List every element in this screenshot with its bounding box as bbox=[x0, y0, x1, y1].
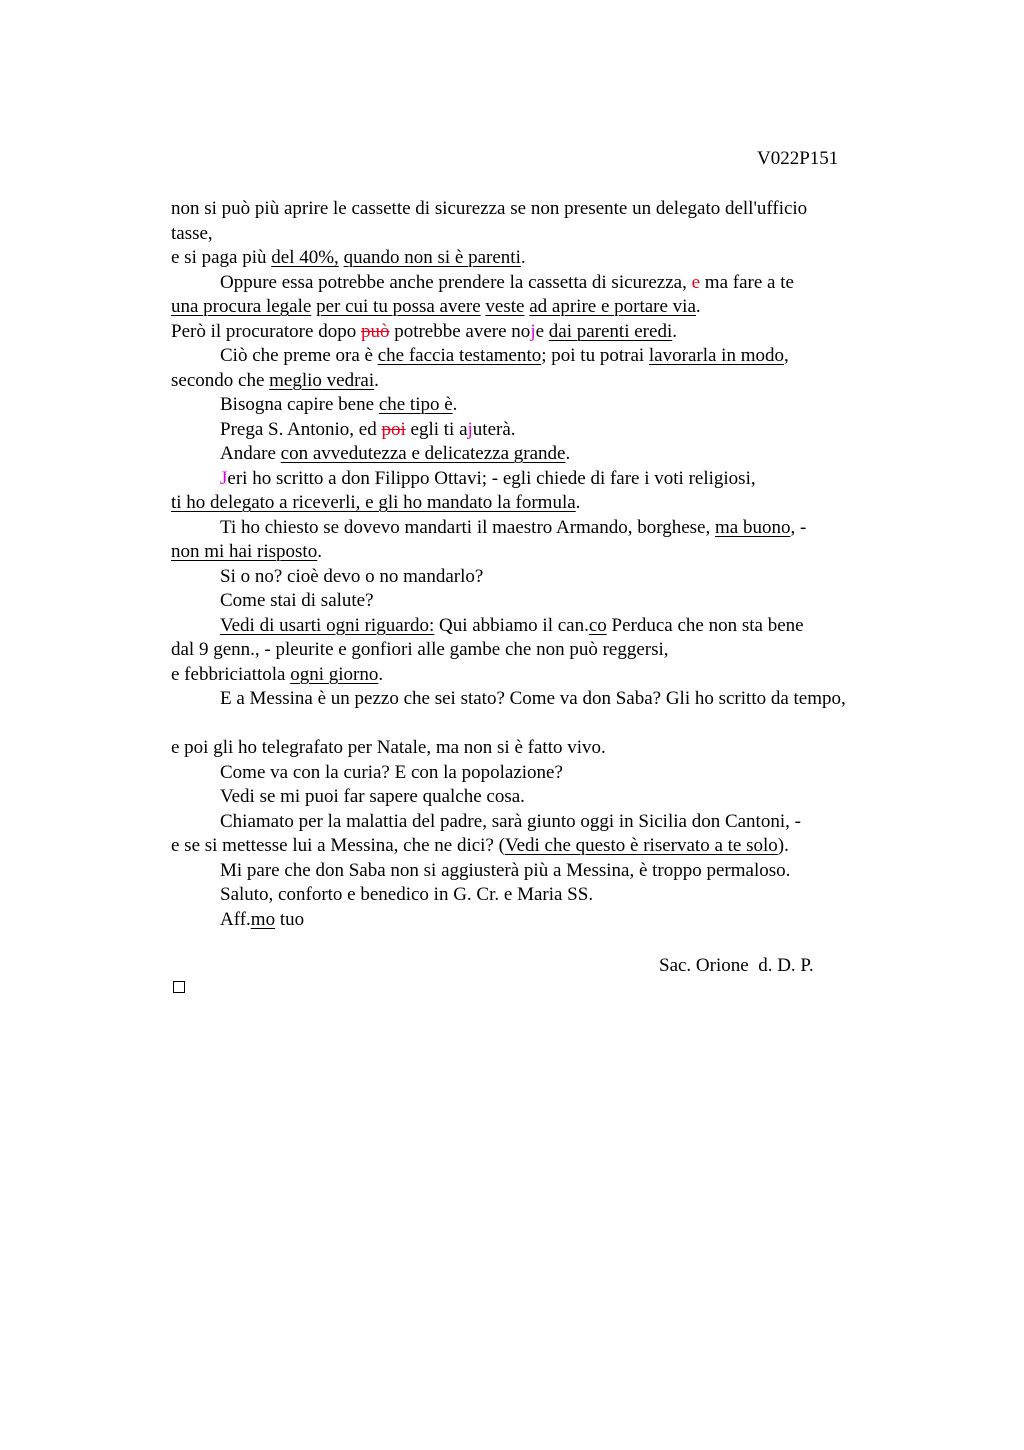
text-run: dal 9 genn., - pleurite e gonfiori alle gambe che non può reggersi, bbox=[171, 639, 669, 660]
underlined-text: quando non si è parenti bbox=[343, 247, 521, 268]
signature: Sac. Orione d. D. P. bbox=[659, 955, 814, 976]
colored-text: e bbox=[691, 271, 701, 293]
text-run: . bbox=[374, 369, 379, 391]
text-run: e si paga più bbox=[171, 247, 272, 268]
end-mark bbox=[173, 981, 185, 993]
text-run: E a Messina è un pezzo che sei stato? Come va don Saba? Gli ho scritto da tempo, bbox=[220, 688, 846, 709]
text-run: . bbox=[575, 492, 581, 513]
text-line bbox=[171, 442, 931, 467]
underlined-text: ma buono bbox=[714, 516, 791, 538]
text-run: Qui abbiamo il can. bbox=[434, 614, 589, 636]
text-line bbox=[171, 687, 931, 712]
underlined-text: mo bbox=[250, 908, 276, 930]
underlined-text: dai parenti eredi bbox=[548, 320, 673, 342]
page-code: V022P151 bbox=[757, 148, 839, 169]
text-run: Come stai di salute? bbox=[220, 590, 374, 611]
underlined-text: del 40%, bbox=[271, 247, 339, 268]
text-run: Come va con la curia? E con la popolazione? bbox=[220, 761, 563, 783]
text-line bbox=[171, 785, 931, 810]
text-run: tasse, bbox=[171, 222, 213, 244]
text-line bbox=[171, 859, 931, 884]
text-run: . bbox=[520, 247, 526, 268]
text-line bbox=[171, 614, 931, 639]
underlined-text: per cui tu possa avere bbox=[316, 296, 481, 317]
text-run: Saluto, conforto e benedico in G. Cr. e Maria SS. bbox=[220, 884, 594, 905]
text-run: e febbriciattola bbox=[171, 663, 291, 685]
text-line bbox=[171, 638, 931, 663]
text-line bbox=[171, 565, 931, 590]
text-run: Aff. bbox=[220, 908, 251, 930]
text-run: Bisogna capire bene bbox=[220, 394, 379, 415]
text-run: Si o no? cioè devo o no mandarlo? bbox=[220, 565, 484, 587]
text-run: e bbox=[535, 320, 549, 342]
text-line bbox=[171, 516, 931, 541]
underlined-text: una procura legale bbox=[171, 296, 312, 317]
text-line bbox=[171, 344, 931, 369]
text-line bbox=[171, 908, 931, 933]
text-run: Andare bbox=[220, 443, 281, 464]
text-line bbox=[171, 736, 931, 761]
text-run: Vedi se mi puoi far sapere qualche cosa. bbox=[220, 786, 525, 807]
underlined-text: con avvedutezza e delicatezza grande bbox=[280, 443, 566, 464]
text-run: . bbox=[695, 296, 701, 317]
text-line bbox=[171, 491, 931, 516]
text-run: , - bbox=[790, 516, 807, 538]
underlined-text: che tipo è bbox=[378, 394, 453, 415]
text-run: Chiamato per la malattia del padre, sarà giunto oggi in Sicilia don Cantoni, - bbox=[220, 810, 801, 832]
underlined-text: veste bbox=[485, 296, 525, 317]
text-line bbox=[171, 295, 931, 320]
underlined-text: ogni giorno bbox=[290, 663, 379, 685]
text-run: e se si mettesse lui a Messina, che ne dici? ( bbox=[171, 835, 505, 856]
text-run: . bbox=[672, 320, 677, 342]
underlined-text: Vedi che questo è riservato a te solo bbox=[504, 835, 778, 856]
text-line bbox=[171, 712, 931, 737]
text-line bbox=[171, 246, 931, 271]
text-run: Prega S. Antonio, ed bbox=[220, 418, 382, 440]
underlined-text: che faccia testamento bbox=[377, 345, 542, 366]
text-run: non si può più aprire le cassette di sicurezza se non presente un delegato dell'ufficio bbox=[171, 198, 808, 219]
text-run: ; poi tu potrai bbox=[541, 345, 649, 366]
text-line bbox=[171, 320, 931, 345]
text-run: e poi gli ho telegrafato per Natale, ma non si è fatto vivo. bbox=[171, 737, 606, 758]
colored-text: j bbox=[467, 418, 473, 440]
text-line bbox=[171, 197, 931, 222]
text-line bbox=[171, 834, 931, 859]
text-run: potrebbe avere no bbox=[389, 320, 531, 342]
text-line bbox=[171, 393, 931, 418]
text-run: Ciò che preme ora è bbox=[220, 345, 378, 366]
text-run: egli ti a bbox=[405, 418, 468, 440]
text-run: tuo bbox=[275, 908, 305, 930]
text-line bbox=[171, 467, 931, 492]
underlined-text: meglio vedrai bbox=[269, 369, 375, 391]
text-line bbox=[171, 271, 931, 296]
text-run: . bbox=[565, 443, 571, 464]
text-run: Perduca che non sta bene bbox=[606, 614, 804, 636]
struck-text: poi bbox=[381, 418, 406, 440]
underlined-text: Vedi di usarti ogni riguardo: bbox=[220, 614, 435, 636]
text-run: Però il procuratore dopo bbox=[171, 320, 361, 342]
underlined-text: co bbox=[588, 614, 607, 636]
text-run: , bbox=[783, 345, 789, 366]
text-line bbox=[171, 883, 931, 908]
struck-text: può bbox=[360, 320, 390, 342]
text-run: ). bbox=[777, 835, 789, 856]
colored-text: J bbox=[220, 467, 228, 489]
text-run: . bbox=[452, 394, 458, 415]
letter-body bbox=[171, 197, 931, 932]
text-line bbox=[171, 810, 931, 835]
text-run: . bbox=[378, 663, 384, 685]
text-line bbox=[171, 222, 931, 247]
text-line bbox=[171, 589, 931, 614]
text-line bbox=[171, 761, 931, 786]
text-run: Mi pare che don Saba non si aggiusterà più a Messina, è troppo permaloso. bbox=[220, 859, 791, 881]
underlined-text: non mi hai risposto bbox=[171, 541, 318, 562]
text-run: Oppure essa potrebbe anche prendere la cassetta di sicurezza, bbox=[220, 271, 692, 293]
text-line bbox=[171, 663, 931, 688]
underlined-text: ti ho delegato a riceverli, e gli ho mandato la formula bbox=[171, 492, 576, 513]
text-run: eri ho scritto a don Filippo Ottavi; - egli chiede di fare i voti religiosi, bbox=[227, 467, 756, 489]
text-run: ma fare a te bbox=[700, 271, 794, 293]
underlined-text: ad aprire e portare via bbox=[529, 296, 696, 317]
text-run: Ti ho chiesto se dovevo mandarti il maestro Armando, borghese, bbox=[220, 516, 715, 538]
underlined-text: lavorarla in modo bbox=[648, 345, 784, 366]
text-run: uterà. bbox=[472, 418, 516, 440]
text-run: secondo che bbox=[171, 369, 270, 391]
text-line bbox=[171, 369, 931, 394]
text-line bbox=[171, 540, 931, 565]
text-line bbox=[171, 418, 931, 443]
text-run: . bbox=[317, 541, 322, 562]
colored-text: j bbox=[530, 320, 536, 342]
